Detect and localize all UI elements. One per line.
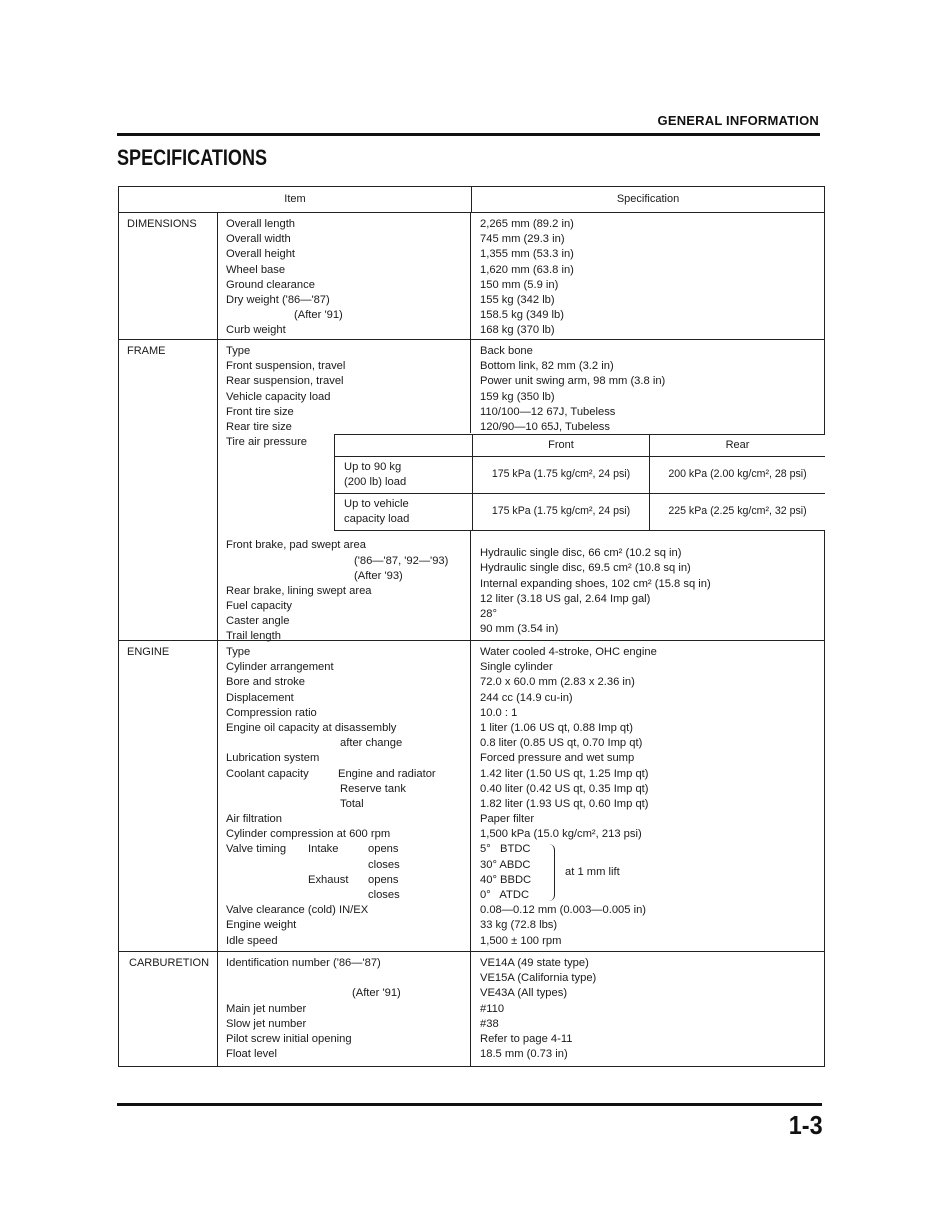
item-label: (After '91): [294, 309, 343, 322]
spec-value: Power unit swing arm, 98 mm (3.8 in): [480, 375, 666, 388]
item-label: Front suspension, travel: [226, 360, 346, 373]
item-label: Cylinder compression at 600 rpm: [226, 828, 391, 841]
item-label: Curb weight: [226, 324, 286, 337]
spec-value: VE14A (49 state type): [480, 957, 589, 969]
item-list: [218, 641, 471, 951]
item-label: Tire air pressure: [226, 436, 308, 449]
item-label: ('86—'87, '92—'93): [354, 554, 449, 567]
category-label: FRAME: [119, 340, 218, 640]
header-rule: [117, 133, 820, 136]
front-pressure: 175 kPa (1.75 kg/cm², 24 psi): [473, 494, 650, 530]
spec-value: 1,355 mm (53.3 in): [480, 248, 574, 261]
item-label: Engine weight: [226, 919, 297, 932]
tire-front-header: Front: [473, 435, 650, 456]
valve-timing-note: at 1 mm lift: [565, 866, 620, 879]
tire-pressure-subtable: [334, 434, 825, 531]
category-label: CARBURETION: [119, 952, 218, 1066]
spec-value: 150 mm (5.9 in): [480, 278, 559, 291]
item-label: closes: [368, 889, 400, 901]
item-label: Front brake, pad swept area: [226, 539, 366, 552]
item-label: Fuel capacity: [226, 600, 292, 613]
spec-value: 72.0 x 60.0 mm (2.83 x 2.36 in): [480, 676, 635, 689]
item-label: Coolant capacity Engine and radiator: [226, 767, 436, 780]
item-label: Pilot screw initial opening: [226, 1032, 352, 1045]
spec-value: 10.0 : 1: [480, 706, 518, 719]
spec-value: Water cooled 4-stroke, OHC engine: [480, 646, 657, 658]
front-pressure: 175 kPa (1.75 kg/cm², 24 psi): [473, 457, 650, 493]
tire-pressure-row: [335, 457, 825, 494]
item-label: Rear brake, lining swept area: [226, 584, 372, 597]
spec-value: Single cylinder: [480, 661, 553, 674]
spec-value: 1.42 liter (1.50 US qt, 1.25 Imp qt): [480, 767, 649, 780]
item-label: Caster angle: [226, 615, 290, 628]
load-label: Up to 90 kg (200 lb) load: [335, 457, 473, 493]
spec-value: Hydraulic single disc, 66 cm² (10.2 sq in): [480, 547, 682, 560]
item-label: (After '91): [352, 987, 401, 1000]
spec-value: 110/100—12 67J, Tubeless: [480, 405, 616, 418]
item-label: Overall width: [226, 233, 291, 246]
column-header-item: Item: [119, 187, 472, 212]
item-label: Compression ratio: [226, 706, 317, 719]
item-label: Main jet number: [226, 1002, 307, 1015]
footer-rule: [117, 1103, 822, 1106]
section-carburetion: [119, 952, 824, 1066]
valve-timing-group: [480, 842, 824, 903]
spec-value: Bottom link, 82 mm (3.2 in): [480, 360, 614, 373]
item-label: Exhaust opens: [308, 873, 399, 886]
spec-value: 90 mm (3.54 in): [480, 623, 559, 636]
section-frame: [119, 340, 824, 641]
rear-pressure: 225 kPa (2.25 kg/cm², 32 psi): [668, 505, 807, 518]
spec-value: 30° ABDC: [480, 858, 531, 871]
page-number: 1-3: [789, 1110, 823, 1140]
spec-value: 33 kg (72.8 lbs): [480, 919, 558, 932]
item-label: Valve clearance (cold) IN/EX: [226, 904, 369, 917]
category-label: ENGINE: [119, 641, 218, 951]
page-title: SPECIFICATIONS: [117, 145, 268, 170]
tire-pressure-header-row: [335, 435, 825, 457]
spec-value: 40° BBDC: [480, 873, 532, 886]
spec-value: 1,500 kPa (15.0 kg/cm², 213 psi): [480, 828, 642, 841]
spec-value: 0.40 liter (0.42 US qt, 0.35 Imp qt): [480, 782, 649, 795]
item-label: Lubrication system: [226, 752, 320, 765]
spec-value: 1 liter (1.06 US qt, 0.88 Imp qt): [480, 721, 633, 734]
spec-value: 0.8 liter (0.85 US qt, 0.70 Imp qt): [480, 737, 643, 750]
spec-value: 28°: [480, 607, 497, 620]
spec-value: 745 mm (29.3 in): [480, 233, 565, 246]
specifications-table: [118, 186, 825, 1067]
section-dimensions: [119, 213, 824, 340]
spec-value: VE43A (All types): [480, 987, 568, 1000]
spec-value: #38: [480, 1017, 499, 1030]
item-label: Slow jet number: [226, 1017, 307, 1030]
item-label: after change: [340, 737, 403, 750]
spec-value: Paper filter: [480, 813, 535, 826]
item-list: [218, 952, 471, 1066]
spec-value: 168 kg (370 lb): [480, 324, 555, 337]
rear-pressure: 200 kPa (2.00 kg/cm², 28 psi): [668, 468, 807, 481]
item-label: Valve timing Intake opens: [226, 843, 399, 856]
item-label: (After '93): [354, 569, 403, 582]
spec-value: Back bone: [480, 345, 533, 357]
item-label: Vehicle capacity load: [226, 390, 331, 403]
spec-value: 158.5 kg (349 lb): [480, 309, 564, 322]
spec-value: Forced pressure and wet sump: [480, 752, 635, 765]
spec-list: [471, 641, 824, 951]
spec-list: [471, 213, 824, 339]
tire-rear-header: Rear: [725, 438, 750, 451]
item-label: Type: [226, 646, 251, 658]
spec-value: 18.5 mm (0.73 in): [480, 1048, 568, 1061]
item-label: Front tire size: [226, 405, 294, 418]
spec-value: Refer to page 4-11: [480, 1032, 573, 1045]
item-label: Air filtration: [226, 813, 282, 826]
spec-value: 120/90—10 65J, Tubeless: [480, 420, 610, 433]
column-header-specification: Specification: [616, 192, 680, 205]
item-label: Idle speed: [226, 934, 278, 947]
spec-value: 0.08—0.12 mm (0.003—0.005 in): [480, 904, 647, 917]
spec-value: 159 kg (350 lb): [480, 390, 555, 403]
item-label: Bore and stroke: [226, 676, 305, 689]
item-label: Engine oil capacity at disassembly: [226, 721, 397, 734]
spec-value: Internal expanding shoes, 102 cm² (15.8 sq in): [480, 577, 711, 590]
item-label: Wheel base: [226, 263, 286, 276]
spec-value: 155 kg (342 lb): [480, 293, 555, 306]
spec-value: 1,620 mm (63.8 in): [480, 263, 574, 276]
item-label: Total: [340, 797, 364, 810]
tire-pressure-row: [335, 494, 825, 531]
item-label: Identification number ('86—'87): [226, 957, 381, 969]
spec-value: 0° ATDC: [480, 889, 530, 901]
item-label: Trail length: [226, 630, 281, 643]
spec-value: 12 liter (3.18 US gal, 2.64 Imp gal): [480, 592, 651, 605]
item-label: Cylinder arrangement: [226, 661, 334, 674]
item-label: closes: [368, 858, 400, 871]
item-label: [226, 971, 470, 986]
item-label: Type: [226, 345, 251, 357]
load-label: Up to vehicle capacity load: [335, 494, 473, 530]
spec-value: 2,265 mm (89.2 in): [480, 218, 574, 230]
item-label: Dry weight ('86—'87): [226, 293, 330, 306]
section-engine: [119, 641, 824, 952]
item-list: [218, 213, 471, 339]
spec-list: [471, 952, 824, 1066]
spec-value: #110: [480, 1002, 505, 1015]
spec-value: 5° BTDC: [480, 843, 531, 856]
item-label: Overall height: [226, 248, 296, 261]
table-header-row: [119, 187, 824, 213]
item-label: Overall length: [226, 218, 296, 230]
spec-value: 1,500 ± 100 rpm: [480, 934, 562, 947]
item-label: Rear suspension, travel: [226, 375, 344, 388]
item-label: Displacement: [226, 691, 294, 704]
running-head: GENERAL INFORMATION: [657, 113, 819, 128]
spec-value: 1.82 liter (1.93 US qt, 0.60 Imp qt): [480, 797, 649, 810]
category-label: DIMENSIONS: [119, 213, 218, 339]
spec-value: Hydraulic single disc, 69.5 cm² (10.8 sq in): [480, 562, 691, 575]
item-label: Reserve tank: [340, 782, 406, 795]
brace-icon: [548, 844, 555, 901]
item-label: Ground clearance: [226, 278, 315, 291]
spec-value: VE15A (California type): [480, 972, 597, 985]
spec-value: 244 cc (14.9 cu-in): [480, 691, 573, 704]
item-label: Rear tire size: [226, 420, 292, 433]
item-label: Float level: [226, 1048, 277, 1061]
